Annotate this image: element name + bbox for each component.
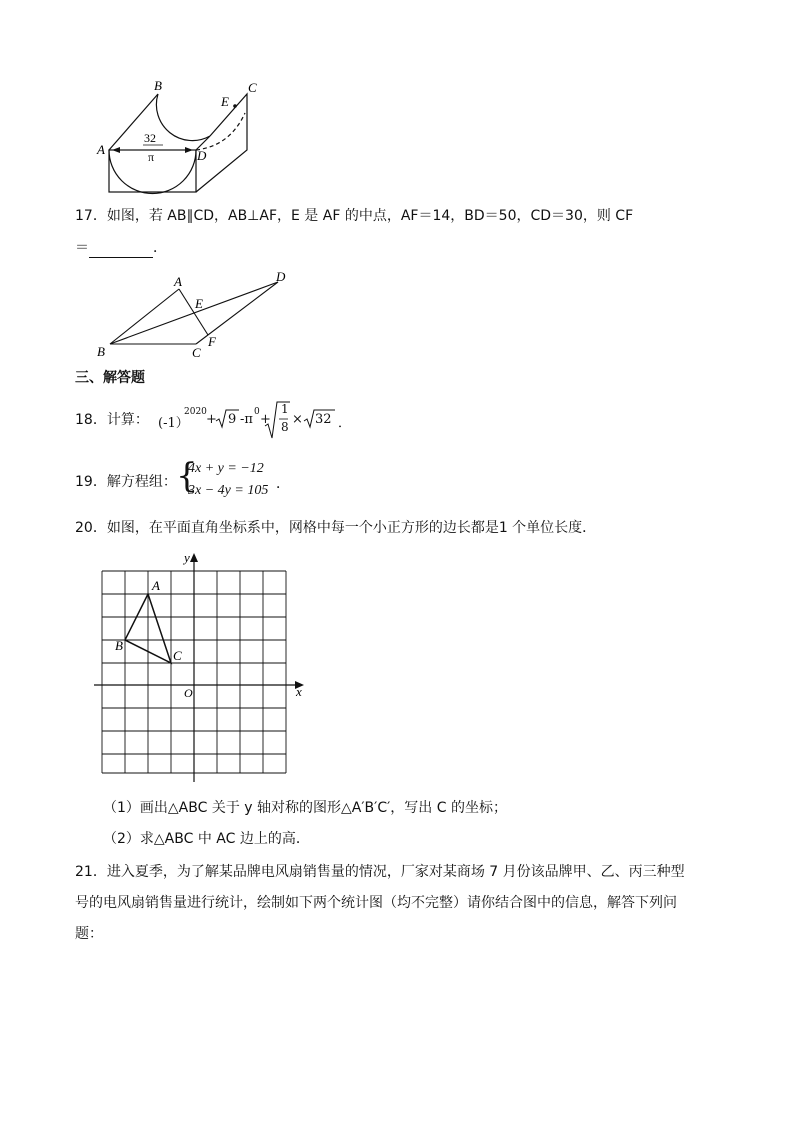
q18-plus1: + [206,412,217,427]
grid-label-b: B [115,638,123,653]
fig16-label-b: B [154,78,162,93]
q17-fig-label-d: D [276,269,286,284]
q19-prefix: 19．解方程组： [75,474,177,490]
q18-times: × [292,412,303,427]
q17-line1: 17．如图，若 AB∥CD，AB⊥AF，E 是 AF 的中点，AF＝14，BD＝50，CD＝30，则 CF [75,208,634,224]
q18-frac-num: 1 [281,402,289,416]
q20-part1: （1）画出△ABC 关于 y 轴对称的图形△A′B′C′，写出 C 的坐标； [103,800,507,816]
q17-line2 [75,238,167,258]
q18-sqrt9-value: 9 [228,412,237,427]
q20-part2: （2）求△ABC 中 AC 边上的高． [103,831,310,847]
q18-prefix: 18．计算： [75,412,149,428]
q18-exp2: 0 [254,407,260,417]
grid-label-c: C [173,648,182,663]
fig16-label-a: A [97,142,105,157]
fig16-frac-den: π [148,150,155,164]
q18-plus2: + [260,412,271,427]
q21-line2: 号的电风扇销售量进行统计，绘制如下两个统计图（均不完整）请你结合图中的信息，解答下列问 [75,895,677,911]
figure-q17 [90,268,300,360]
grid-label-a: A [152,578,160,593]
q17-fig-label-f: F [208,334,216,349]
q17-fig-label-e: E [195,296,203,311]
q17-answer-blank [89,243,153,258]
q18-end: ． [338,416,352,431]
fig16-label-d: D [197,148,207,163]
q19-eq2: 3x − 4y = 105 [188,483,269,498]
grid-label-origin: O [184,686,193,700]
grid-label-y: y [184,550,190,565]
q20-intro: 20．如图，在平面直角坐标系中，网格中每一个小正方形的边长都是1 个单位长度． [75,520,597,536]
fig16-frac-num: 32 [144,131,156,145]
q18-exp1: 2020 [184,407,207,417]
grid-label-x: x [296,684,302,699]
q18-frac-den: 8 [281,420,289,434]
q17-equals: ＝ [75,240,89,256]
q19-end: ． [276,476,290,492]
q21-line3: 题： [75,926,103,942]
fig16-label-c: C [248,80,257,95]
q19-brace: { [176,456,198,496]
figure-box-semicircle [90,76,270,198]
q18-minus-pi: -π [240,412,253,427]
section-title: 三、解答题 [75,370,145,386]
fig16-label-e: E [221,94,229,109]
q17-fig-label-c: C [192,345,201,360]
q18-sqrt32-value: 32 [315,412,332,427]
q17-fig-label-b: B [97,344,105,359]
q21-line1: 21．进入夏季，为了解某品牌电风扇销售量的情况，厂家对某商场 7 月份该品牌甲、乙、丙三种型 [75,864,685,880]
q19-eq1: 4x + y = −12 [188,461,264,476]
q17-fig-label-a: A [174,274,182,289]
q17-period: ． [153,240,167,256]
q18-term1: (-1） [158,416,189,431]
figure-coordinate-grid [90,548,320,784]
